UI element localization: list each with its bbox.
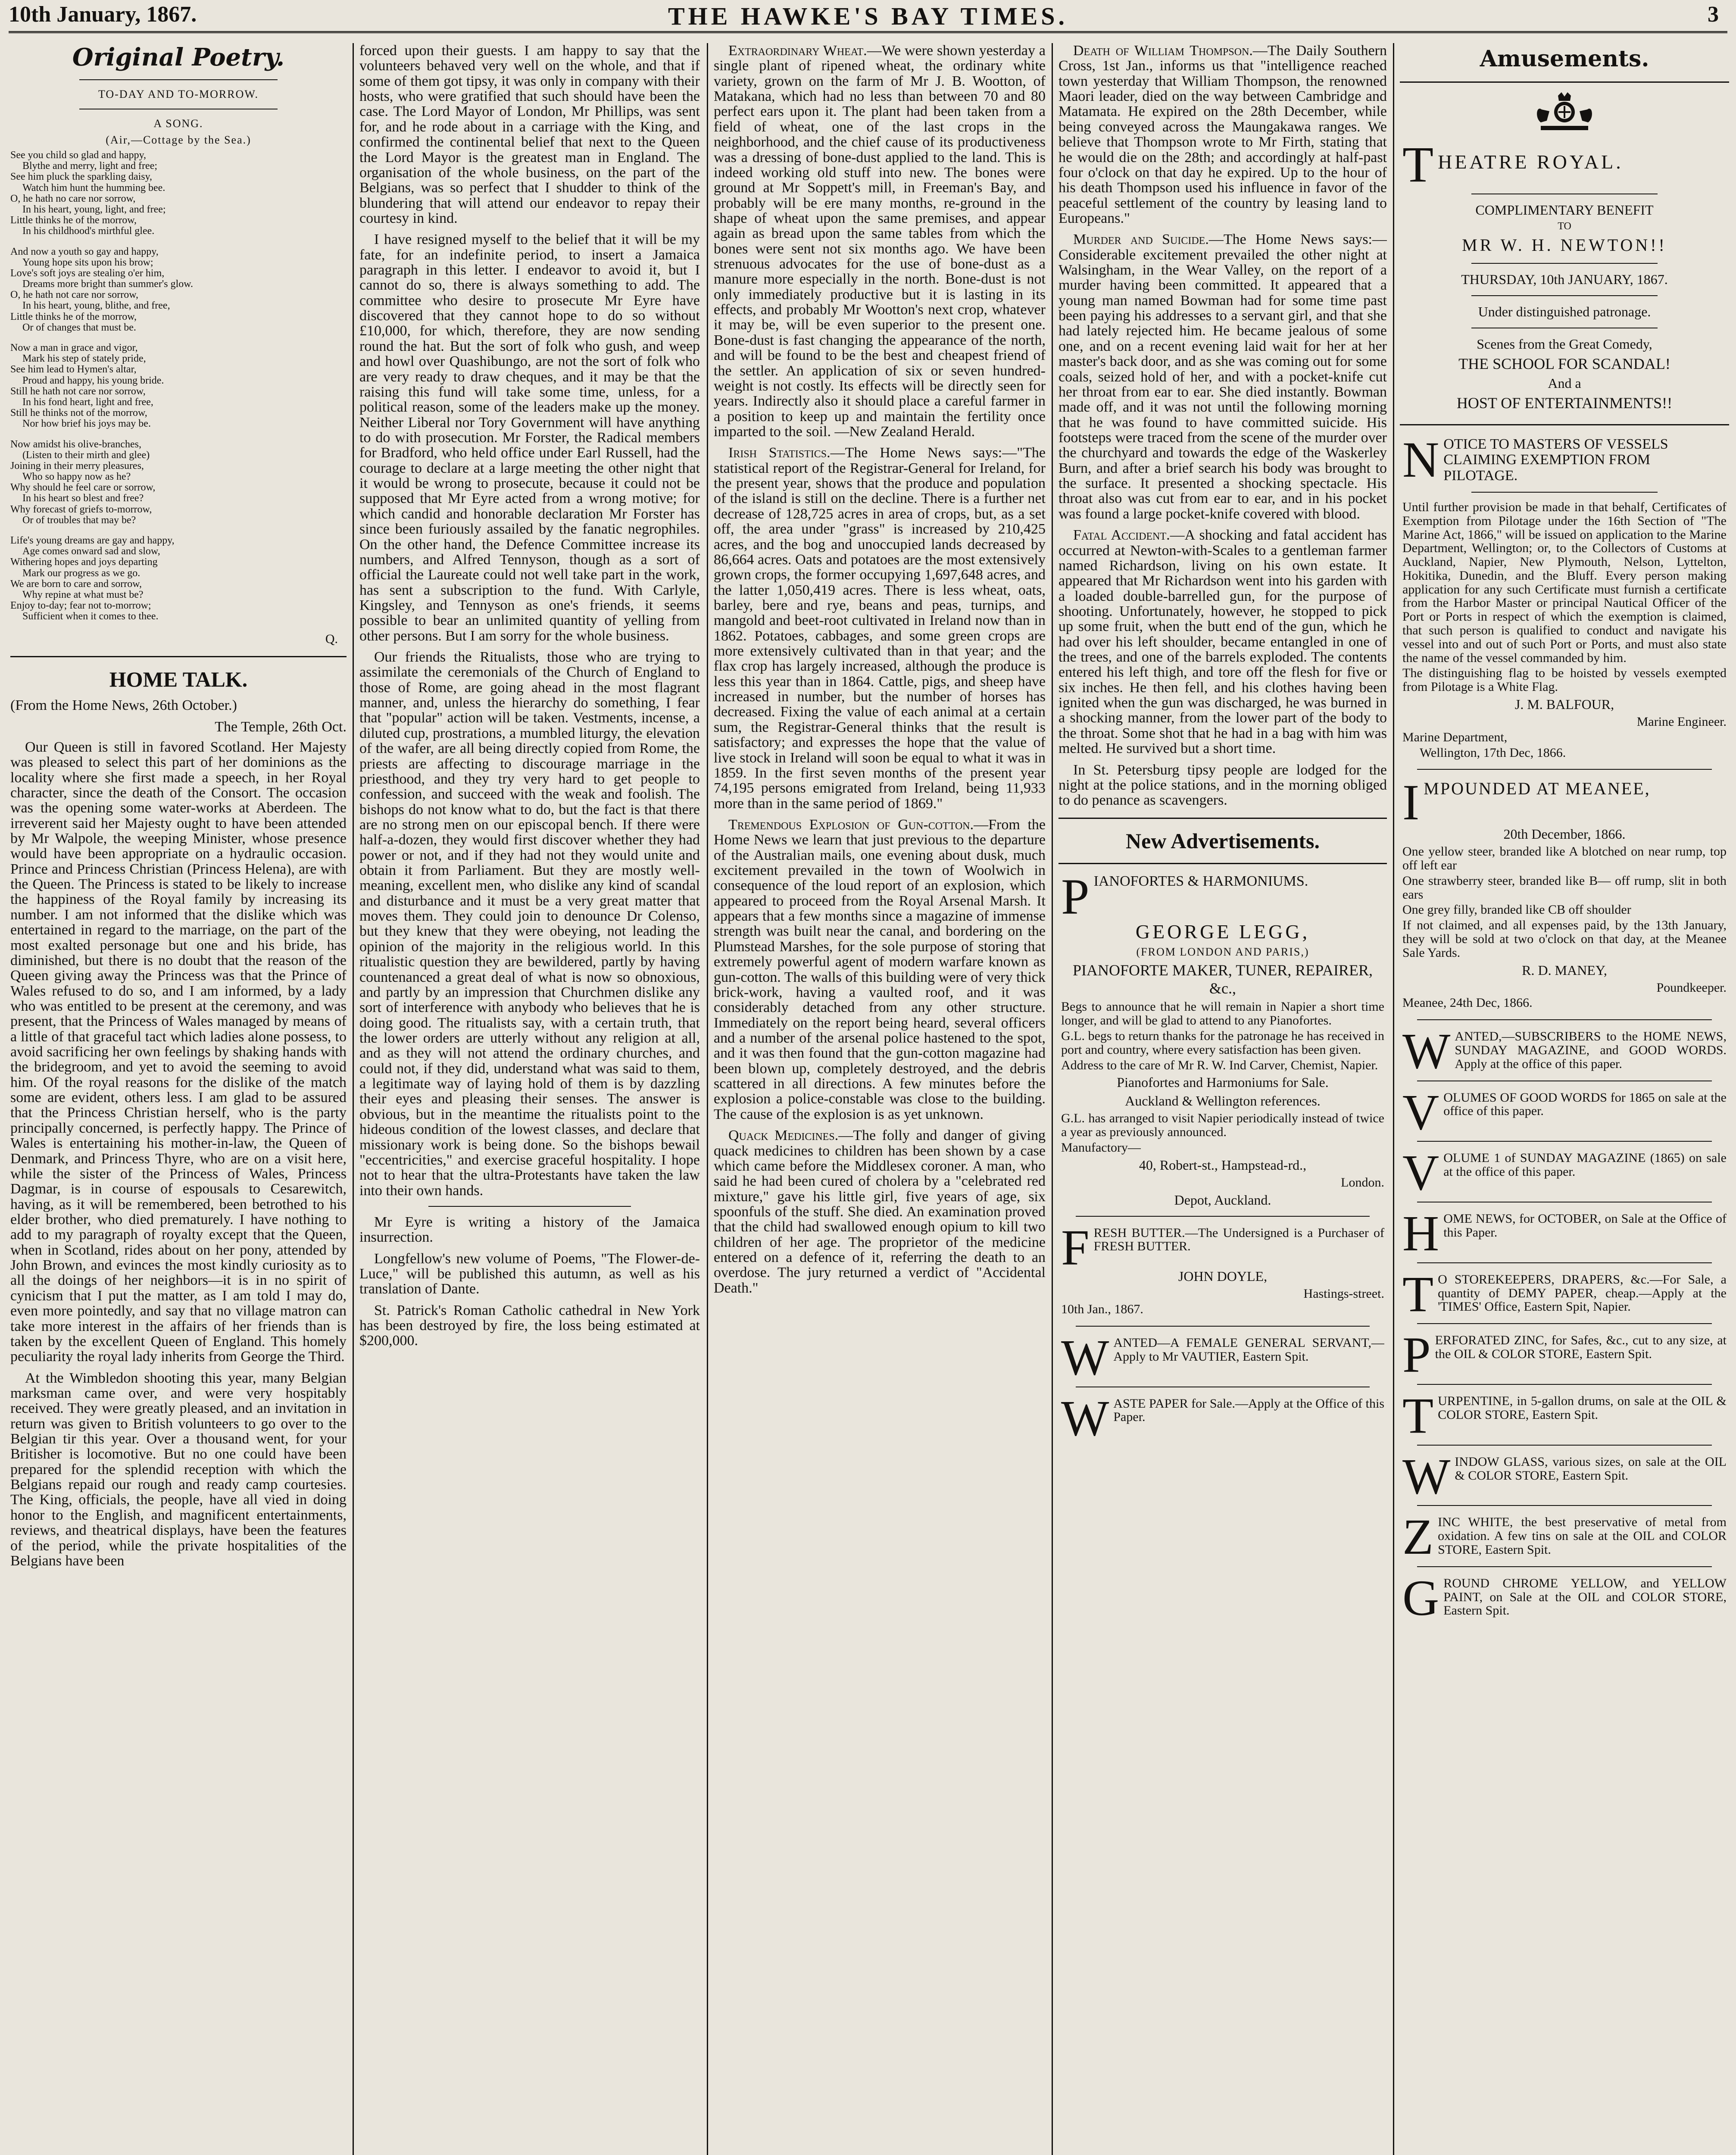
news-item: Longfellow's new volume of Poems, "The Flower-de-Luce," will be published this autumn, as well as his translation of Dante. (359, 1250, 700, 1297)
drop-cap: P (1061, 873, 1090, 918)
drop-cap: W (1061, 1334, 1109, 1379)
ad-title: HEATRE ROYAL. (1438, 151, 1624, 173)
ad-date: 10th Jan., 1867. (1061, 1302, 1143, 1317)
news-text: —We were shown yesterday a single plant of ripened wheat, the ordinary white variety, grown on the farm of Mr J. B. Wootton, of Matakana, which had no less than between 70 and 80 perfect ears upon it. The plant had been taken from a field of wheat, one of the last crops in the neighborhood, and the chief cause of its productiveness was a dressing of bone-dust applied to the land. This is indeed working old stuff into new. The bones were ground at Mr Soppett's mill, in Freeman's Bay, and probably will be ere many months, re-ground in the shape of wheat upon the same premises, and appear again as bread upon the same tables from which the bones were sent not six months ago. We have been strenuous advocates for the use of bone-dust as a manure more especially in the north. Bone-dust is not only immediately productive but it is lasting in its effects, and probably Mr Wootton's next crop, whatever it may be, will be even superior to the present one. Bone-dust is fast changing the appearance of the north, and will be found to be the best and cheapest friend of the settler. An application of six or seven hundred-weight is not costly. Its effects will be directly seen for years. Indirectly also it should place a careful farmer in a position to keep up and maintain the fertility once imparted to the soil. —New Zealand Herald. (714, 43, 1046, 440)
divider (10, 656, 347, 657)
news-text: —The folly and danger of giving quack medicines to children has been shown by a case which came before the Middlesex coroner. A man, who said he had been cured of cholera by a "celebrated red mixture," gave his little girl, five years of age, six spoonfuls of the stuff. She died. An examination proved that the child had swallowed enough opium to kill two children of her age. The proprietor of the medicine entered on a defence of it, referring the death to an overdose. The jury returned a verdict of "Accidental Death." (714, 1127, 1046, 1296)
ad-title: IANOFORTES & HARMONIUMS. (1093, 873, 1308, 889)
ad-text: Address to the care of Mr R. W. Ind Carver, Chemist, Napier. (1061, 1058, 1378, 1072)
verse-line: Nor how brief his joys may be. (22, 418, 151, 430)
news-item: Mr Eyre is writing a history of the Jamaica insurrection. (359, 1214, 700, 1246)
divider (1417, 1262, 1712, 1263)
poem-signature: Q. (325, 631, 338, 646)
ad-merchant-name: JOHN DOYLE, (1178, 1268, 1268, 1284)
ad-address: Hastings-street. (1303, 1287, 1384, 1301)
news-item (1058, 43, 1387, 226)
verse-line: See you child so glad and happy, (10, 150, 147, 161)
ad-text: ASTE PAPER for Sale.—Apply at the Office of this Paper. (1113, 1396, 1384, 1424)
news-item: In St. Petersburg tipsy people are lodged for the night at the police stations, and in the morning obliged to do penance as scavengers. (1058, 762, 1387, 809)
ad-text: Marine Department, (1402, 730, 1508, 744)
poem-stanza (10, 150, 347, 237)
verse-line: Enjoy to-day; fear not to-morrow; (10, 600, 151, 612)
divider (1417, 1445, 1712, 1446)
ad-text: If not claimed, and all expenses paid, by the 13th January, they will be sold at two o'clock on that day, at the Meanee Sale Yards. (1402, 918, 1727, 960)
news-heading: Quack Medicines. (728, 1127, 839, 1144)
ad-text: Begs to announce that he will remain in Napier a short time longer, and will be glad to attend to any Pianofortes. (1061, 999, 1384, 1028)
verse-line: Or of changes that must be. (22, 322, 136, 333)
news-heading: Extraordinary Wheat. (728, 43, 867, 59)
divider (1400, 424, 1729, 425)
ad-text: Auckland & Wellington references. (1125, 1093, 1321, 1109)
verse-line: Now amidst his olive-branches, (10, 438, 141, 450)
divider (1417, 1566, 1712, 1567)
divider (1417, 1505, 1712, 1506)
verse-line: O, he hath no care nor sorrow, (10, 193, 136, 204)
divider (1471, 263, 1658, 264)
ad-date: Wellington, 17th Dec, 1866. (1420, 745, 1566, 760)
ad-signature-title: Marine Engineer. (1636, 715, 1727, 729)
news-item (1058, 232, 1387, 522)
verse-line: Mark our progress as we go. (22, 567, 141, 579)
drop-cap: Z (1402, 1514, 1434, 1558)
ad-subscribers-wanted (1402, 1028, 1727, 1072)
news-item: St. Patrick's Roman Catholic cathedral in New York has been destroyed by fire, the loss being estimated at $200,000. (359, 1302, 700, 1349)
verse-line: Still he thinks not of the morrow, (10, 407, 147, 419)
ad-text: The distinguishing flag to be hoisted by vessels exempted from Pilotage is a White Flag. (1402, 666, 1727, 694)
verse-line: See him pluck the sparkling daisy, (10, 171, 153, 183)
section-title-amusements: Amusements. (1480, 46, 1649, 72)
ad-text: OLUMES OF GOOD WORDS for 1865 on sale at the office of this paper. (1443, 1090, 1727, 1118)
news-item (714, 1128, 1046, 1296)
verse-line: Love's soft joys are stealing o'er him, (10, 267, 165, 279)
verse-line: Why forecast of griefs to-morrow, (10, 503, 152, 515)
verse-line: Proud and happy, his young bride. (22, 375, 164, 386)
column-2 (359, 43, 700, 2155)
ad-merchant-name: GEORGE LEGG, (1135, 921, 1310, 943)
poem-stanza (10, 535, 347, 622)
drop-cap: W (1402, 1028, 1451, 1073)
article-title-home-talk: HOME TALK. (109, 667, 248, 691)
verse-line: Still he hath not care nor sorrow, (10, 385, 146, 397)
ad-waste-paper (1061, 1395, 1384, 1440)
verse-line: Watch him hunt the humming bee. (22, 182, 165, 194)
article-paragraph: I have resigned myself to the belief that it will be my fate, for an indefinite period, to insert a Jamaica paragraph in this letter. I endeavor to avoid it, but I cannot do so, there is always something to add. The committee who desire to prosecute Mr Eyre have discovered that they cannot hope to do so without £10,000, for which, therefore, they are now sending round the hat. But the sort of folk who gush, and weep and howl over Quashibungo, are not the sort of folk who are very ready to draw cheques, and it may be that the raising this fund will take some time, unless, for a political reason, some of the leaders make up the money. Neither Liberal nor Tory Government will have anything to do with prosecution. Mr Forster, the Radical members for Bradford, who held office under Earl Russell, had the courage to declare at a large meeting the other night that it would be wrong to prosecute, because it could not be supposed that Mr Eyre acted from a wrong motive; for which candid and honorable declaration Mr Forster has since been furiously assailed by the fanatic negrophiles. On the other hand, the Defence Committee increase its numbers, and Alfred Tennyson, though as a sort of official the Laureate could not well take part in the work, has sent a subscription to the fund. With Carlyle, Kingsley, and Tennyson as one's friends, it seems possible to bear an unlimited quantity of yelling from other persons. But I am sorry for the whole business. (359, 231, 700, 644)
drop-cap: T (1402, 1392, 1434, 1437)
divider (1417, 1323, 1712, 1324)
ad-text: G.L. has arranged to visit Napier periodically instead of twice a year as previously announced. (1061, 1111, 1384, 1140)
news-heading: Irish Statistics. (728, 445, 831, 461)
drop-cap: G (1402, 1574, 1439, 1620)
ad-text: HOST OF ENTERTAINMENTS!! (1456, 394, 1673, 412)
divider (1058, 863, 1387, 864)
news-text: —A shocking and fatal accident has occurred at Newton-with-Scales to a gentleman farmer named Richardson, living on his own estate. It appeared that Mr Richardson went into his garden with a loaded double-barrelled gun, for the purpose of shooting. Unfortunately, however, he stopped to pick up some fruit, when the butt end of the gun, which he had over his left shoulder, became entangled in one of the trees, and one of the barrels exploded. The contents entered his left thigh, and tore off the flesh for five or six inches. He then fell, and his clothes having been ignited when the gun was discharged, he was burned in a shocking manner, from the lower part of the body to the throat. Some shot that he had in a bag with him was melted. He survived but a short time. (1058, 527, 1387, 757)
news-text: —The Home News says:—"The statistical report of the Registrar-General for Ireland, for the present year, shows that the produce and population of the island is still on the decline. There is a further net decrease of 128,725 acres in area of crops, but, as a set off, the area under "grass" is increased by 210,425 acres, and the bog and unoccupied lands decreased by 86,664 acres. Oats and potatoes are the most extensively grown crops, the former occupying 1,697,648 acres, and the latter 1,050,419 acres. There is less wheat, oats, barley, bere and rye, beans and peas, turnips, and mangold and beet-root cultivated in Ireland now than in 1862. Potatoes, cabbages, and some green crops are more extensively cultivated than in that year; and the flax crop has largely increased, although the produce is less this year than in 1864. Cattle, pigs, and sheep have increased in number, but the number of horses has decreased. Fixing the value of each animal at a certain sum, the Registrar-General thinks that the result is satisfactory; and expresses the hope that the value of live stock in Ireland will soon be equal to what it was in 1859. In the first seven months of the present year 74,195 persons emigrated from Ireland, being 11,933 more than in the same period of 1869." (714, 445, 1046, 812)
ad-trade: PIANOFORTE MAKER, TUNER, REPAIRER, &c., (1073, 962, 1373, 997)
divider (1400, 81, 1729, 83)
ad-text: Scenes from the Great Comedy, (1477, 336, 1652, 352)
ad-text: ANTED—A FEMALE GENERAL SERVANT,—Apply to Mr VAUTIER, Eastern Spit. (1113, 1335, 1384, 1364)
verse-line: Age comes onward sad and slow, (22, 546, 160, 557)
news-text: —The Home News says:—Considerable excitement prevailed the other night at Walsingham, in the Wear Valley, on the report of a murder having been committed. It appeared that a young man named Bowman had for some time past been paying his addresses to a servant girl, and that she had lately rejected him. He became jealous of some one, and on a recent evening laid wait for her at her master's back door, and as she was coming out for some coals, seized hold of her, and with a pocket-knife cut her throat from ear to ear. She died instantly. Bowman made off, and it was not until the following morning that he was found to have committed suicide. His footsteps were traced from the scene of the murder over the churchyard and towards the edge of the Waskerley Burn, and after a brief search his body was brought to the surface. It presented a shocking spectacle. His throat also was cut from ear to ear, and in his pocket was found a large pocket-knife covered with blood. (1058, 231, 1387, 522)
divider (79, 79, 278, 80)
ad-text: INC WHITE, the best preservative of metal from oxidation. A few tins on sale at the OIL and COLOR STORE, Eastern Spit. (1438, 1515, 1727, 1557)
drop-cap: V (1402, 1149, 1439, 1194)
divider (1417, 1019, 1712, 1020)
ad-pilotage-notice (1402, 435, 1727, 762)
ad-address: 40, Robert-st., Hampstead-rd., (1139, 1157, 1307, 1173)
ad-heading (1402, 779, 1727, 824)
ad-play-title: THE SCHOOL FOR SCANDAL! (1458, 355, 1670, 372)
ad-chrome-yellow (1402, 1575, 1727, 1619)
news-heading: Fatal Accident. (1073, 527, 1170, 543)
verse-line: And now a youth so gay and happy, (10, 246, 159, 257)
ad-title: MPOUNDED AT MEANEE, (1424, 779, 1651, 799)
newspaper-title: THE HAWKE'S BAY TIMES. (668, 2, 1068, 30)
poem-stanza (10, 247, 347, 334)
ad-text: Under distinguished patronage. (1478, 303, 1651, 319)
poem-title: TO-DAY AND TO-MORROW. (98, 88, 259, 100)
ad-date: Meanee, 24th Dec, 1866. (1402, 996, 1533, 1010)
page-number: 3 (1708, 2, 1719, 27)
drop-cap: W (1402, 1453, 1451, 1498)
news-item (714, 817, 1046, 1122)
verse-line: (Listen to their mirth and glee) (22, 449, 150, 461)
ad-text: ERFORATED ZINC, for Safes, &c., cut to any size, at the OIL & COLOR STORE, Eastern Spit. (1435, 1333, 1727, 1361)
verse-line: Withering hopes and joys departing (10, 556, 158, 568)
column-5 (1400, 43, 1729, 2155)
divider (1058, 818, 1387, 819)
verse-line: Mark his step of stately pride, (22, 353, 146, 365)
column-1 (10, 43, 347, 2155)
ad-address: London. (1341, 1175, 1384, 1190)
news-item (714, 43, 1046, 439)
news-text: —The Daily Southern Cross, 1st Jan., informs us that "intelligence reached town yesterday that William Thompson, the renowned Maori leader, died on the way between Cambridge and Matamata. He expired on the 28th December, while being conveyed across the Maungakawa ranges. We believe that Thompson wrote to Mr Firth, stating that he would die on the 28th; and accordingly at half-past four o'clock on that day he expired. Up to the hour of his death Thompson used his influence in favor of the peaceful settlement of the country by leasing land to Europeans." (1058, 43, 1387, 226)
verse-line: O, he hath not care nor sorrow, (10, 289, 139, 301)
column-divider (1393, 43, 1394, 2155)
ad-text: One yellow steer, branded like A blotched on near rump, top off left ear (1402, 844, 1727, 872)
issue-date: 10th January, 1867. (9, 2, 197, 27)
divider (1417, 1384, 1712, 1385)
news-heading: Murder and Suicide. (1073, 231, 1209, 248)
masthead (9, 0, 1727, 39)
ad-text: COMPLIMENTARY BENEFIT (1475, 202, 1654, 218)
ad-text: TO (1558, 220, 1571, 232)
poem-stanza (10, 343, 347, 430)
ad-text: INDOW GLASS, various sizes, on sale at the OIL & COLOR STORE, Eastern Spit. (1455, 1454, 1727, 1483)
verse-line: We are born to care and sorrow, (10, 578, 142, 590)
ad-signature: J. M. BALFOUR, (1514, 696, 1614, 712)
poem-stanza (10, 439, 347, 526)
divider (1471, 295, 1658, 296)
divider (1471, 492, 1658, 493)
verse-line: Dreams more bright than summer's glow. (22, 278, 194, 290)
verse-line: Little thinks he of the morrow, (10, 215, 137, 226)
section-title-new-advertisements: New Advertisements. (1126, 828, 1320, 853)
drop-cap: F (1061, 1224, 1090, 1276)
ad-home-news (1402, 1210, 1727, 1255)
ad-impounded (1402, 778, 1727, 1012)
ad-storekeepers (1402, 1271, 1727, 1315)
news-heading: Tremendous Explosion of Gun-cotton. (728, 816, 974, 833)
column-3 (714, 43, 1046, 2155)
article-paragraph: Our friends the Ritualists, those who are trying to assimilate the ceremonials of the Church of England to those of Rome, are going ahead in the most flagrant manner, and, unless the hierarchy do something, I fear that "popular" action will be taken. Vestments, incense, a diluted cup, prostrations, a mumbled liturgy, the elevation of the wafer, are all being directly copied from Rome, the priests are affecting to discourage marriage in the priesthood, and they try very hard to get people to confession, and succeed with the weak and foolish. The bishops do not know what to do, but the fact is that there are no strong men on our episcopal bench. If there were half-a-dozen, they would first discover whether they had power or not, and if they had not they would unite and obtain it from Parliament. But they are mostly well-meaning, excellent men, who dislike any kind of scandal and disturbance and it must be a very great matter that moves them. They could join to denounce Dr Colenso, but they knew that they were obeying, not leading the opinion of the majority in the religious world. In this ritualistic question they are bewildered, partly by having countenanced a great deal of what is now so obnoxious, and partly by an impression that Churchmen dislike any sort of interference with anybody who believes that he is doing good. The ritualists say, with a certain truth, that the lower orders are utterly without any religion at all, and as they will not attend the ordinary churches, and could not, if they did, understand what was said to them, a legitimate way of laying hold of them is by dazzling their eyes and pleasing their senses. The answer is obvious, but in the meantime the ritualists point to the hideous condition of the lowest classes, and declare that missionary work is being done. So the bishops bewail "eccentricities," and exercise graceful hospitality. I hope not to hear that the ultra-Protestants have taken the law into their own hands. (359, 649, 700, 1199)
ad-text: OME NEWS, for OCTOBER, on Sale at the Office of this Paper. (1443, 1212, 1727, 1240)
column-4 (1058, 43, 1387, 2155)
article-dateline: The Temple, 26th Oct. (215, 718, 347, 735)
ad-fresh-butter (1061, 1224, 1384, 1318)
ad-heading (1061, 874, 1384, 918)
verse-line: Life's young dreams are gay and happy, (10, 535, 175, 546)
verse-line: Little thinks he of the morrow, (10, 311, 137, 322)
ad-text: URPENTINE, in 5-gallon drums, on sale at the OIL & COLOR STORE, Eastern Spit. (1438, 1393, 1727, 1422)
divider (1417, 769, 1712, 770)
ad-sunday-magazine (1402, 1149, 1727, 1194)
article-paragraph: forced upon their guests. I am happy to say that the volunteers behaved very well on the whole, and that if some of them got tipsy, it was only in company with their hosts, who were gratified that such should have been the case. The Lord Mayor of London, Mr Phillips, was sent for, and he rode about in a carriage with the King, and confirmed the continental belief that next to the Queen the Lord Mayor is the greatest man in England. The organisation of the whole business, on the part of the Belgians, was so perfect that I shudder to think of the blundering that will attend our endeavor to repay their courtesy in kind. (359, 43, 700, 226)
article-paragraph: Our Queen is still in favored Scotland. Her Majesty was pleased to select this part of her dominions as the locality where she first made a speech, in her Royal character, since the death of the Consort. The occasion was the opening some water-works at Aberdeen. The irreverent said her Majesty ought to have been attended by Mr Walpole, the weeping Minister, whose presence would have been appropriate on a hydraulic occasion. Prince and Princess Christian (Princess Helena), are with the Queen. The Princess is stated to be likely to increase the happiness of the Royal family by increasing its number. I am not informed that the dislike which was entertained in regard to the marriage, on the part of the most exalted personage but one and his bride, has diminished, but there is no doubt that the reason of the Queen giving away the Princess was that the Prince of Wales refused to do so, and I am informed, by a lady who was entitled to be present at the ceremony, and was present, that the Princess of Wales managed by means of a little of that graceful tact which ladies alone possess, to avoid sacrificing her own feelings by shaking hands with the bridegroom, and yet to avoid the seeming to avoid him. Of the royal reasons for the dislike of the match some are evident, others less. I am glad to be assured that the Princess Christian herself, who is the party principally concerned, is perfectly happy. The Prince of Wales is entertaining his mother-in-law, the Queen of Denmark, and Princess Thyre, who are on a visit here, while the sister of the Princess of Wales, Princess Dagmar, is in course of espousals to Cesarewitch, having, as it will be remembered, been betrothed to his elder brother, who died prematurely. I have nothing to add to my paragraph of royalty except that the Queen, when in Scotland, rides about on her pony, attended by John Brown, and evinces the most kindly curiosity as to all the doings of her neighbors—it is in no spirit of cynicism that I put the matter, as I am told I may do, even more pointedly, and say that no village matron can take more interest in the affairs of her friends than is taken by the excellent Queen of England. This homely peculiarity the royal lady inherits from George the Third. (10, 739, 347, 1365)
drop-cap: V (1402, 1089, 1439, 1134)
verse-line: Who so happy now as he? (22, 471, 131, 483)
divider (1076, 1326, 1370, 1327)
ad-title: OTICE TO MASTERS OF VESSELS CLAIMING EXEMPTION FROM PILOTAGE. (1443, 436, 1668, 484)
verse-line: Now a man in grace and vigor, (10, 342, 138, 353)
verse-line: In his fond heart, light and free, (22, 396, 153, 408)
ad-text: One grey filly, branded like CB off shoulder (1402, 903, 1631, 917)
ad-from: (FROM LONDON AND PARIS,) (1136, 946, 1309, 959)
verse-line: In his heart, young, light, and free; (22, 203, 166, 215)
ad-text: Manufactory— (1061, 1140, 1141, 1155)
ad-beneficiary: MR W. H. NEWTON!! (1462, 235, 1667, 255)
divider (428, 1206, 631, 1207)
news-heading: Death of William Thompson. (1073, 43, 1253, 59)
ad-text: G.L. begs to return thanks for the patronage he has received in port and country, where every satisfaction has been given. (1061, 1028, 1384, 1057)
verse-line: Joining in their merry pleasures, (10, 460, 144, 472)
ad-theatre-royal (1402, 140, 1727, 415)
ad-text: Until further provision be made in that behalf, Certificates of Exemption from Pilotage under the 16th Section of "The Marine Act, 1866," will be issued on application to the Marine Department, Wellington; or, to the Collectors of Customs at Auckland, Napier, New Plymouth, Nelson, Lyttelton, Hokitika, Dunedin, and the Bluff. Every person making application for any such Certificate must furnish a certificate from the Harbor Master or principal Nautical Officer of the Port or Ports in respect of which the exemption is claimed, that such person is qualified to conduct and navigate his vessel into and out of such Port or Ports, and must also state the name of the vessel commanded by him. (1402, 500, 1727, 665)
ad-perforated-zinc (1402, 1332, 1727, 1376)
drop-cap: H (1402, 1210, 1439, 1255)
ad-text: And a (1548, 375, 1581, 391)
ad-zinc-white (1402, 1514, 1727, 1558)
news-item (714, 445, 1046, 811)
verse-line: Why repine at what must be? (22, 589, 144, 600)
verse-line: In his childhood's mirthful glee. (22, 225, 155, 237)
ad-wanted-servant (1061, 1334, 1384, 1379)
news-item (1058, 528, 1387, 756)
verse-line: In his heart, young, blithe, and free, (22, 300, 170, 312)
column-divider (1052, 43, 1053, 2155)
ad-heading (1402, 141, 1727, 186)
column-divider (707, 43, 708, 2155)
poem-air: (Air,—Cottage by the Sea.) (106, 134, 251, 146)
ad-window-glass (1402, 1453, 1727, 1498)
ad-date: THURSDAY, 10th JANUARY, 1867. (1461, 271, 1668, 287)
ad-text: ANTED,—SUBSCRIBERS to the HOME NEWS, SUNDAY MAGAZINE, and GOOD WORDS. Apply at the office of this paper. (1455, 1029, 1727, 1071)
article-source: (From the Home News, 26th October.) (10, 697, 237, 713)
royal-crest-icon (1532, 92, 1597, 134)
section-title-poetry: Original Poetry. (72, 43, 285, 72)
verse-line: In his heart so blest and free? (22, 493, 144, 504)
column-divider (353, 43, 354, 2155)
verse-line: Why should he feel care or sorrow, (10, 482, 156, 493)
verse-line: Or of troubles that may be? (22, 514, 136, 526)
drop-cap: T (1402, 141, 1434, 186)
ad-turpentine (1402, 1393, 1727, 1437)
ad-text: OLUME 1 of SUNDAY MAGAZINE (1865) on sale at the office of this paper. (1443, 1151, 1727, 1179)
ad-signature-title: Poundkeeper. (1656, 980, 1727, 995)
ad-good-words (1402, 1089, 1727, 1134)
ad-pianofortes (1061, 874, 1384, 1208)
verse-line: Blythe and merry, light and free; (22, 160, 158, 172)
ad-text: One strawberry steer, branded like B— off rump, slit in both ears (1402, 873, 1727, 902)
ad-heading (1402, 437, 1727, 484)
ad-address: Depot, Auckland. (1174, 1192, 1271, 1208)
ad-text: O STOREKEEPERS, DRAPERS, &c.—For Sale, a quantity of DEMY PAPER, cheap.—Apply at the 'TIMES' Office, Eastern Spit, Napier. (1438, 1272, 1727, 1314)
ad-text: RESH BUTTER.—The Undersigned is a Purchaser of FRESH BUTTER. (1093, 1225, 1384, 1254)
drop-cap: P (1402, 1332, 1431, 1376)
verse-line: See him lead to Hymen's altar, (10, 364, 137, 375)
article-paragraph: At the Wimbledon shooting this year, many Belgian marksman came over, and were very hospitably received. They were greatly pleased, and an invitation in return was given to British volunteers to go over to the Belgian tir this year. Over a thousand went, for your Britisher is locomotive. But no one could have been prepared for the splendid reception with which the Belgians repaid our rough and ready camp courtesies. The King, officials, the people, have all vied in doing honor to the English, and magnificent entertainments, reviews, and theatrical displays, have been the features of the period, while the private hospitalities of the Belgians have been (10, 1370, 347, 1569)
ad-signature: R. D. MANEY, (1522, 962, 1607, 978)
drop-cap: N (1402, 436, 1439, 484)
news-text: —From the Home News we learn that just previous to the departure of the Australian mails, one evening about dusk, much excitement prevailed in the town of Woolwich in consequence of the loud report of an explosion, which appeared to proceed from the Royal Arsenal Marsh. It appears that a few months since a magazine of immense strength was built near the canal, and bordering on the Plumstead Marshes, for the sole purpose of storing that extremely powerful agent of modern warfare known as gun-cotton. The walls of this building were of very thick brick-work, having a vaulted roof, and it was considerably detached from any other structure. Immediately on the report being heard, several officers and a number of the arsenal police hastened to the spot, and it was then found that the gun-cotton magazine had been blown up, completely destroyed, and the debris scattered in all directions. A few minutes before the explosion a police-constable was close to the building. The cause of the explosion is as yet unknown. (714, 816, 1046, 1122)
drop-cap: I (1402, 779, 1420, 824)
poem-subtitle: A SONG. (153, 117, 203, 130)
ad-text: ROUND CHROME YELLOW, and YELLOW PAINT, on Sale at the OIL and COLOR STORE, Eastern Spit. (1443, 1576, 1727, 1618)
drop-cap: W (1061, 1395, 1109, 1440)
drop-cap: T (1402, 1271, 1434, 1316)
divider (1417, 1141, 1712, 1142)
verse-line: Young hope sits upon his brow; (22, 256, 153, 268)
masthead-rule (9, 31, 1727, 33)
ad-text: Pianofortes and Harmoniums for Sale. (1117, 1074, 1329, 1090)
ad-date: 20th December, 1866. (1503, 826, 1626, 842)
verse-line: Sufficient when it comes to thee. (22, 611, 159, 622)
divider (1076, 1216, 1370, 1217)
